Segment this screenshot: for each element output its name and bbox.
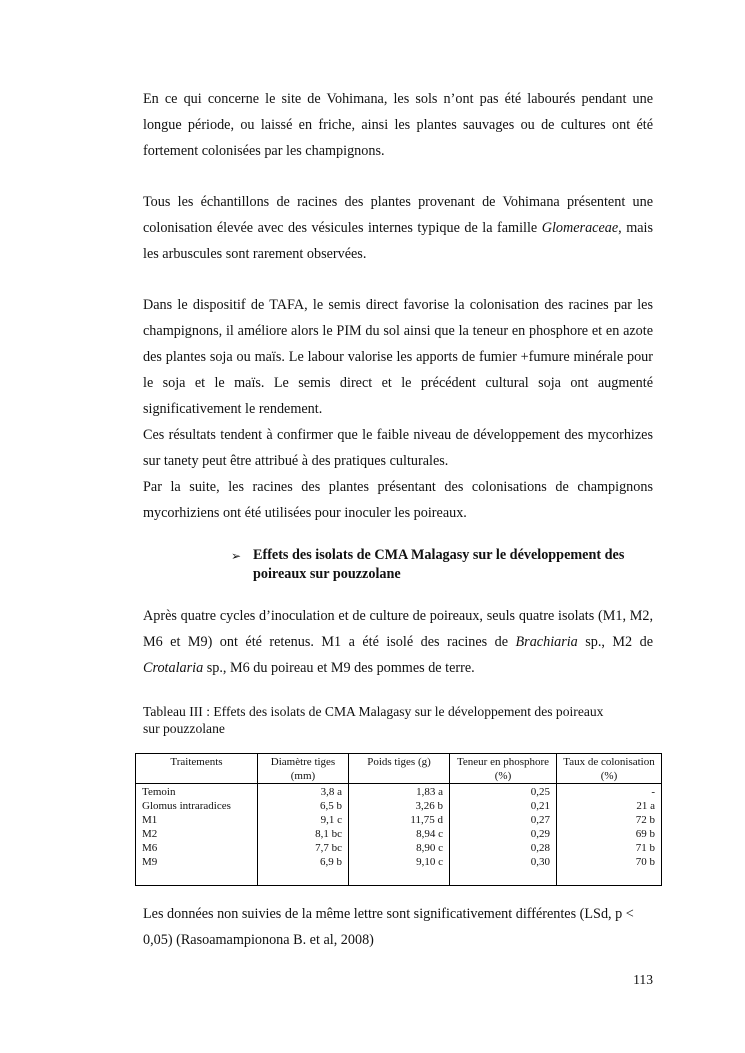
taxon-crotalaria: Crotalaria <box>143 660 204 676</box>
table-header-row <box>136 754 662 784</box>
table-cell: 0,28 <box>450 841 557 855</box>
table-cell: 3,8 a <box>258 784 349 800</box>
table-cell: 6,5 b <box>258 799 349 813</box>
table-cell: M6 <box>136 841 258 855</box>
paragraph-inoculation: Par la suite, les racines des plantes présentant des colonisations de champignons mycorhiziens ont été utilisées pour inoculer les poireaux. <box>143 479 653 521</box>
table-cell: 1,83 a <box>349 784 450 800</box>
table-cell: 8,94 c <box>349 827 450 841</box>
table-row <box>136 841 662 855</box>
page-number: 113 <box>633 972 653 987</box>
paragraph-tafa: Dans le dispositif de TAFA, le semis direct favorise la colonisation des racines par les champignons, il améliore alors le PIM du sol ainsi que la teneur en phosphore et en azote des plantes soja ou maïs. Le labour valorise les apports de fumier +fumure minérale pour le soja et le maïs. Le semis direct et le précédent cultural soja ont augmenté significativement le rendement. <box>143 297 653 417</box>
table-row <box>136 813 662 827</box>
section-heading <box>231 546 661 584</box>
table-cell: Glomus intraradices <box>136 799 258 813</box>
table-cell: 0,30 <box>450 855 557 886</box>
section-heading-text: Effets des isolats de CMA Malagasy sur le développement des poireaux sur pouzzolane <box>253 547 625 582</box>
column-header: Teneur en phosphore (%) <box>450 754 557 784</box>
paragraph-text: Tous les échantillons de racines des plantes provenant de Vohimana présentent une colonisation élevée avec des vésicules internes typique de la famille <box>143 194 653 236</box>
paragraph-vohimana-soils: En ce qui concerne le site de Vohimana, les sols n’ont pas été labourés pendant une longue période, ou laissé en friche, ainsi les plantes sauvages ou de cultures ont été fortement colonisées par les champignons. <box>143 91 653 159</box>
table-cell: 11,75 d <box>349 813 450 827</box>
table-cell: 71 b <box>557 841 662 855</box>
paragraph-isolates <box>143 603 653 681</box>
table-cell: 7,7 bc <box>258 841 349 855</box>
column-header: Poids tiges (g) <box>349 754 450 784</box>
table-footnote: Les données non suivies de la même lettre sont significativement différentes (LSd, p < 0,05) (Rasoamampionona B. et al, 2008) <box>143 906 634 948</box>
paragraph-text: sp., M6 du poireau et M9 des pommes de terre. <box>203 660 475 676</box>
table-cell: 8,90 c <box>349 841 450 855</box>
paragraph-text: sp., M2 de <box>577 634 654 650</box>
table-cell: 0,27 <box>450 813 557 827</box>
table-cell: 70 b <box>557 855 662 886</box>
table-cell: M1 <box>136 813 258 827</box>
table-cell: 21 a <box>557 799 662 813</box>
taxon-glomeraceae: Glomeraceae <box>541 220 619 236</box>
column-header: Diamètre tiges (mm) <box>258 754 349 784</box>
taxon-brachiaria: Brachiaria <box>515 634 578 650</box>
table-cell: 69 b <box>557 827 662 841</box>
table-cell: 9,1 c <box>258 813 349 827</box>
table-cell: M9 <box>136 855 258 886</box>
table-row <box>136 799 662 813</box>
table-cell: 9,10 c <box>349 855 450 886</box>
table-row <box>136 855 662 886</box>
results-table <box>135 753 662 886</box>
paragraph-vohimana-colonisation <box>143 189 653 267</box>
table-cell: 6,9 b <box>258 855 349 886</box>
paragraph-text: Après quatre cycles d’inoculation et de culture de poireaux, seuls quatre isolats (M1, M2, M6 et M9) ont été retenus. M1 a été isolé des racines de <box>143 608 653 650</box>
table-cell: 0,21 <box>450 799 557 813</box>
table-row <box>136 827 662 841</box>
table-caption: Tableau III : Effets des isolats de CMA Malagasy sur le développement des poireaux sur pouzzolane <box>143 704 604 736</box>
table-cell: 0,25 <box>450 784 557 800</box>
table-cell: 8,1 bc <box>258 827 349 841</box>
table-cell: Temoin <box>136 784 258 800</box>
table-cell: 72 b <box>557 813 662 827</box>
arrow-bullet-icon: ➢ <box>231 549 242 563</box>
paragraph-results: Ces résultats tendent à confirmer que le faible niveau de développement des mycorhizes sur tanety peut être attribué à des pratiques culturales. <box>143 427 653 469</box>
table-cell: 3,26 b <box>349 799 450 813</box>
column-header: Traitements <box>136 754 258 784</box>
paragraph-text: , mais les arbuscules sont rarement observées. <box>143 220 653 262</box>
table-cell: M2 <box>136 827 258 841</box>
table-cell: 0,29 <box>450 827 557 841</box>
column-header: Taux de colonisation (%) <box>557 754 662 784</box>
table-row <box>136 784 662 800</box>
table-cell: - <box>557 784 662 800</box>
